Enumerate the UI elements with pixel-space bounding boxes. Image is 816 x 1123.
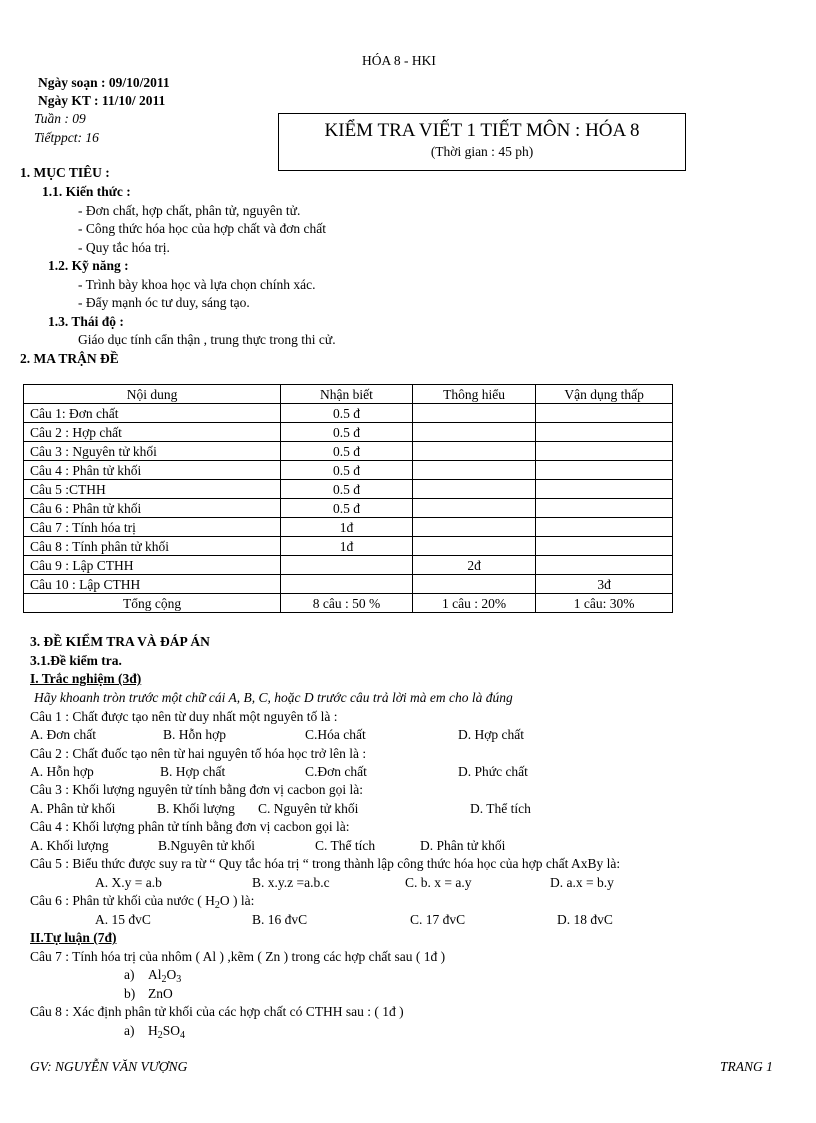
formula-subscript: 2 (161, 974, 167, 985)
formula-subscript: 2 (157, 1030, 163, 1041)
title-box (278, 113, 686, 171)
table-cell: Câu 7 : Tính hóa trị (24, 518, 281, 537)
table-row (24, 442, 673, 461)
week: Tuần : 09 (34, 111, 86, 126)
date-test: Ngày KT : 11/10/ 2011 (38, 93, 166, 108)
formula-part: O (166, 967, 177, 982)
table-cell: Tổng cộng (24, 594, 281, 613)
table-total-row (24, 594, 673, 613)
table-cell (281, 575, 413, 594)
q7-item-a (148, 966, 181, 983)
table-cell (412, 423, 536, 442)
q7-item-b: ZnO (148, 986, 173, 1001)
knowledge-item: - Đơn chất, hợp chất, phân tử, nguyên tử. (78, 203, 301, 218)
option: A. X.y = a.b (95, 875, 162, 890)
question-3: Câu 3 : Khối lượng nguyên tử tính bằng đơn vị cacbon gọi là: (30, 782, 363, 797)
question-7: Câu 7 : Tính hóa trị của nhôm ( Al ) ,kẽm ( Zn ) trong các hợp chất sau ( 1đ ) (30, 949, 446, 964)
table-cell: 0.5 đ (281, 480, 413, 499)
option: D. Hợp chất (458, 727, 524, 742)
table-cell: 0.5 đ (281, 423, 413, 442)
table-cell (536, 480, 673, 499)
table-cell: Câu 5 :CTHH (24, 480, 281, 499)
q8-item-a-label: a) (124, 1023, 135, 1038)
table-cell (412, 404, 536, 423)
footer-teacher: GV: NGUYỄN VĂN VƯỢNG (30, 1059, 188, 1074)
table-row (24, 423, 673, 442)
table-row (24, 537, 673, 556)
table-cell (412, 575, 536, 594)
table-row (24, 499, 673, 518)
formula-part: H (148, 1023, 158, 1038)
table-cell: 0.5 đ (281, 499, 413, 518)
table-cell: 0.5 đ (281, 461, 413, 480)
table-cell: 1đ (281, 518, 413, 537)
table-row (24, 461, 673, 480)
option: C. b. x = a.y (405, 875, 472, 890)
table-cell (412, 461, 536, 480)
table-cell: 3đ (536, 575, 673, 594)
q6-text-end: O ) là: (219, 893, 255, 908)
table-cell (412, 518, 536, 537)
table-row (24, 404, 673, 423)
section3-heading: 3. ĐỀ KIỂM TRA VÀ ĐÁP ÁN (30, 634, 210, 649)
option: A. 15 đvC (95, 912, 151, 927)
option: A. Khối lượng (30, 838, 109, 853)
question-6 (30, 892, 254, 909)
attitude-text: Giáo dục tính cẩn thận , trung thực trong thi cử. (78, 332, 336, 347)
option: C. 17 đvC (410, 912, 466, 927)
table-cell: 0.5 đ (281, 442, 413, 461)
q8-item-a (148, 1022, 185, 1039)
table-cell: 2đ (412, 556, 536, 575)
formula-part: SO (162, 1023, 181, 1038)
option: D. 18 đvC (557, 912, 613, 927)
table-cell (281, 556, 413, 575)
page-header: HÓA 8 - HKI (362, 53, 436, 68)
q7-item-a-label: a) (124, 967, 135, 982)
option: C.Đơn chất (305, 764, 367, 779)
option: C. Thể tích (315, 838, 376, 853)
table-header: Thông hiểu (412, 385, 536, 404)
section1-heading: 1. MỤC TIÊU : (20, 165, 110, 180)
question-4: Câu 4 : Khối lượng phân tử tính bằng đơn vị cacbon gọi là: (30, 819, 350, 834)
option: A. Đơn chất (30, 727, 96, 742)
table-cell: Câu 1: Đơn chất (24, 404, 281, 423)
table-cell (536, 537, 673, 556)
table-cell (412, 499, 536, 518)
formula-part: Al (148, 967, 162, 982)
formula-subscript: 4 (180, 1030, 186, 1041)
table-cell: Câu 9 : Lập CTHH (24, 556, 281, 575)
option: D. Phân tử khối (420, 838, 506, 853)
part1-heading: I. Trắc nghiệm (3đ) (30, 671, 142, 686)
option: D. a.x = b.y (550, 875, 614, 890)
table-cell: 1đ (281, 537, 413, 556)
table-cell: Câu 2 : Hợp chất (24, 423, 281, 442)
option: B. 16 đvC (252, 912, 308, 927)
table-header: Nhận biết (281, 385, 413, 404)
q6-subscript: 2 (214, 900, 220, 911)
table-cell (412, 537, 536, 556)
skill-item: - Đẩy mạnh óc tư duy, sáng tạo. (78, 295, 250, 310)
table-row (24, 480, 673, 499)
table-cell: Câu 8 : Tính phân tử khối (24, 537, 281, 556)
table-cell (412, 442, 536, 461)
section1-2-heading: 1.2. Kỹ năng : (48, 258, 129, 273)
table-cell (536, 404, 673, 423)
part2-heading: II.Tự luận (7đ) (30, 930, 117, 945)
option: B.Nguyên tử khối (158, 838, 255, 853)
formula-subscript: 3 (176, 974, 182, 985)
table-cell: 1 câu: 30% (536, 594, 673, 613)
table-cell (536, 423, 673, 442)
option: C. Nguyên tử khối (258, 801, 359, 816)
table-cell: 1 câu : 20% (412, 594, 536, 613)
table-cell: Câu 3 : Nguyên tử khối (24, 442, 281, 461)
instruction-text: Hãy khoanh tròn trước một chữ cái A, B, C, hoặc D trước câu trả lời mà em cho là đúng (34, 690, 513, 705)
footer-page-number: TRANG 1 (720, 1059, 773, 1074)
table-cell (536, 499, 673, 518)
option: D. Thể tích (470, 801, 531, 816)
table-cell: Câu 10 : Lập CTHH (24, 575, 281, 594)
table-cell (536, 442, 673, 461)
table-header: Nội dung (24, 385, 281, 404)
table-cell (536, 518, 673, 537)
section2-heading: 2. MA TRẬN ĐỀ (20, 351, 119, 366)
section3-1-heading: 3.1.Đề kiểm tra. (30, 653, 122, 668)
q7-item-b-label: b) (124, 986, 136, 1001)
question-8: Câu 8 : Xác định phân tử khối của các hợp chất có CTHH sau : ( 1đ ) (30, 1004, 404, 1019)
option: A. Hỗn hợp (30, 764, 94, 779)
table-header: Vận dụng thấp (536, 385, 673, 404)
option: A. Phân tử khối (30, 801, 116, 816)
exam-title: KIỂM TRA VIẾT 1 TIẾT MÔN : HÓA 8 (324, 120, 640, 141)
table-cell (536, 556, 673, 575)
question-5: Câu 5 : Biểu thức được suy ra từ “ Quy tắc hóa trị “ trong thành lập công thức hóa học của hợp chất AxBy là: (30, 856, 621, 871)
table-cell: Câu 6 : Phân tử khối (24, 499, 281, 518)
q6-text: Câu 6 : Phân tử khối của nước ( H (30, 893, 215, 908)
section1-3-heading: 1.3. Thái độ : (48, 314, 124, 329)
option: B. Khối lượng (157, 801, 235, 816)
question-2: Câu 2 : Chất đuốc tạo nên từ hai nguyên tố hóa học trở lên là : (30, 746, 367, 761)
table-cell: 8 câu : 50 % (281, 594, 413, 613)
table-row (24, 575, 673, 594)
table-cell: 0.5 đ (281, 404, 413, 423)
section1-1-heading: 1.1. Kiến thức : (42, 184, 131, 199)
skill-item: - Trình bày khoa học và lựa chọn chính xác. (78, 277, 316, 292)
table-row (24, 518, 673, 537)
option: D. Phức chất (458, 764, 528, 779)
table-cell (536, 461, 673, 480)
matrix-table (23, 384, 673, 613)
option: B. x.y.z =a.b.c (252, 875, 330, 890)
knowledge-item: - Quy tắc hóa trị. (78, 240, 170, 255)
question-1: Câu 1 : Chất được tạo nên từ duy nhất một nguyên tố là : (30, 709, 338, 724)
table-cell: Câu 4 : Phân tử khối (24, 461, 281, 480)
option: B. Hợp chất (160, 764, 226, 779)
table-header-row (24, 385, 673, 404)
knowledge-item: - Công thức hóa học của hợp chất và đơn chất (78, 221, 327, 236)
option: B. Hỗn hợp (163, 727, 227, 742)
table-cell (412, 480, 536, 499)
lesson-number: Tiếtppct: 16 (34, 130, 99, 145)
exam-duration: (Thời gian : 45 ph) (430, 144, 534, 159)
table-row (24, 556, 673, 575)
option: C.Hóa chất (305, 727, 366, 742)
date-prepared: Ngày soạn : 09/10/2011 (38, 75, 170, 90)
